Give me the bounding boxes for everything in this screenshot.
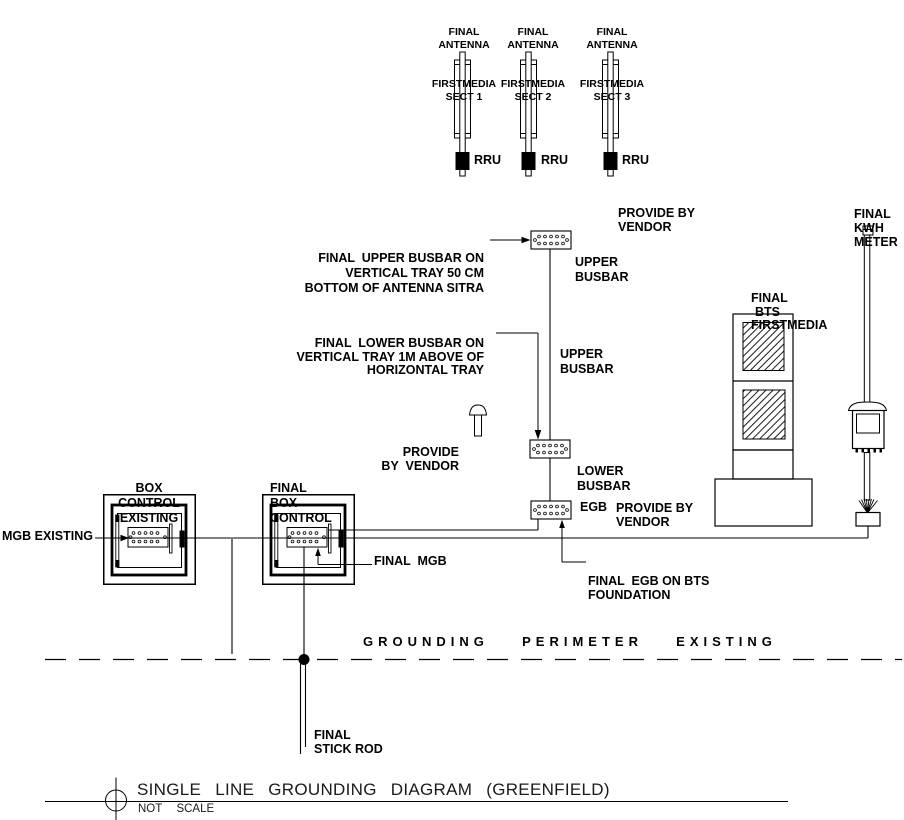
egb-vendor-note: PROVIDE BY VENDOR [616, 501, 694, 529]
mgb-existing-label: MGB EXISTING [2, 529, 93, 543]
stick-rod [301, 660, 306, 755]
lower-busbar-note: FINAL LOWER BUSBAR ON VERTICAL TRAY 1M ABOVE OF HORIZONTAL TRAY [296, 336, 484, 377]
upper-busbar-tag: UPPER BUSBAR [575, 255, 629, 284]
ground-termination-hatch [859, 499, 878, 513]
upper-busbar-riser-tag: UPPER BUSBAR [560, 347, 614, 376]
rru-vendor-note: PROVIDE BY VENDOR [618, 206, 696, 234]
final-egb-note: FINAL EGB ON BTS FOUNDATION [588, 574, 710, 602]
drawing-title: SINGLE LINE GROUNDING DIAGRAM (GREENFIELD) [137, 780, 610, 799]
bts-label: FINAL BTS FIRSTMEDIA [751, 291, 828, 332]
final-mgb-label: FINAL MGB [374, 554, 447, 568]
scale-note: NOT SCALE [138, 803, 215, 815]
stick-rod-label: FINAL STICK ROD [314, 728, 383, 756]
bolt-icon [470, 405, 487, 436]
rru-1-tag: RRU [474, 153, 502, 167]
lower-busbar-tag: LOWER BUSBAR [577, 464, 631, 493]
antenna-3-label: FINAL ANTENNA FIRSTMEDIA SECT 3 [579, 26, 645, 103]
grounding-perimeter-label: GROUNDING PERIMETER EXISTING [363, 634, 777, 649]
rru-2-tag: RRU [541, 153, 569, 167]
kwh-meter-label: FINAL KWH METER [854, 207, 898, 249]
box-control-existing-label: BOX CONTROL EXISTING [118, 481, 180, 525]
bolt-vendor-note: PROVIDE BY VENDOR [381, 445, 459, 473]
upper-busbar-block [531, 231, 571, 249]
final-box-control-label: FINAL BOX CONTROL [270, 481, 332, 525]
egb-tag: EGB [580, 500, 608, 514]
upper-busbar-note: FINAL UPPER BUSBAR ON VERTICAL TRAY 50 CM BOTTOM OF ANTENNA SITRA [304, 251, 484, 295]
rru-3-tag: RRU [622, 153, 650, 167]
antenna-1-label: FINAL ANTENNA FIRSTMEDIA SECT 1 [431, 26, 497, 103]
egb-block [531, 501, 571, 519]
antenna-2-label: FINAL ANTENNA FIRSTMEDIA SECT 2 [500, 26, 566, 103]
lower-busbar-block [530, 440, 570, 458]
